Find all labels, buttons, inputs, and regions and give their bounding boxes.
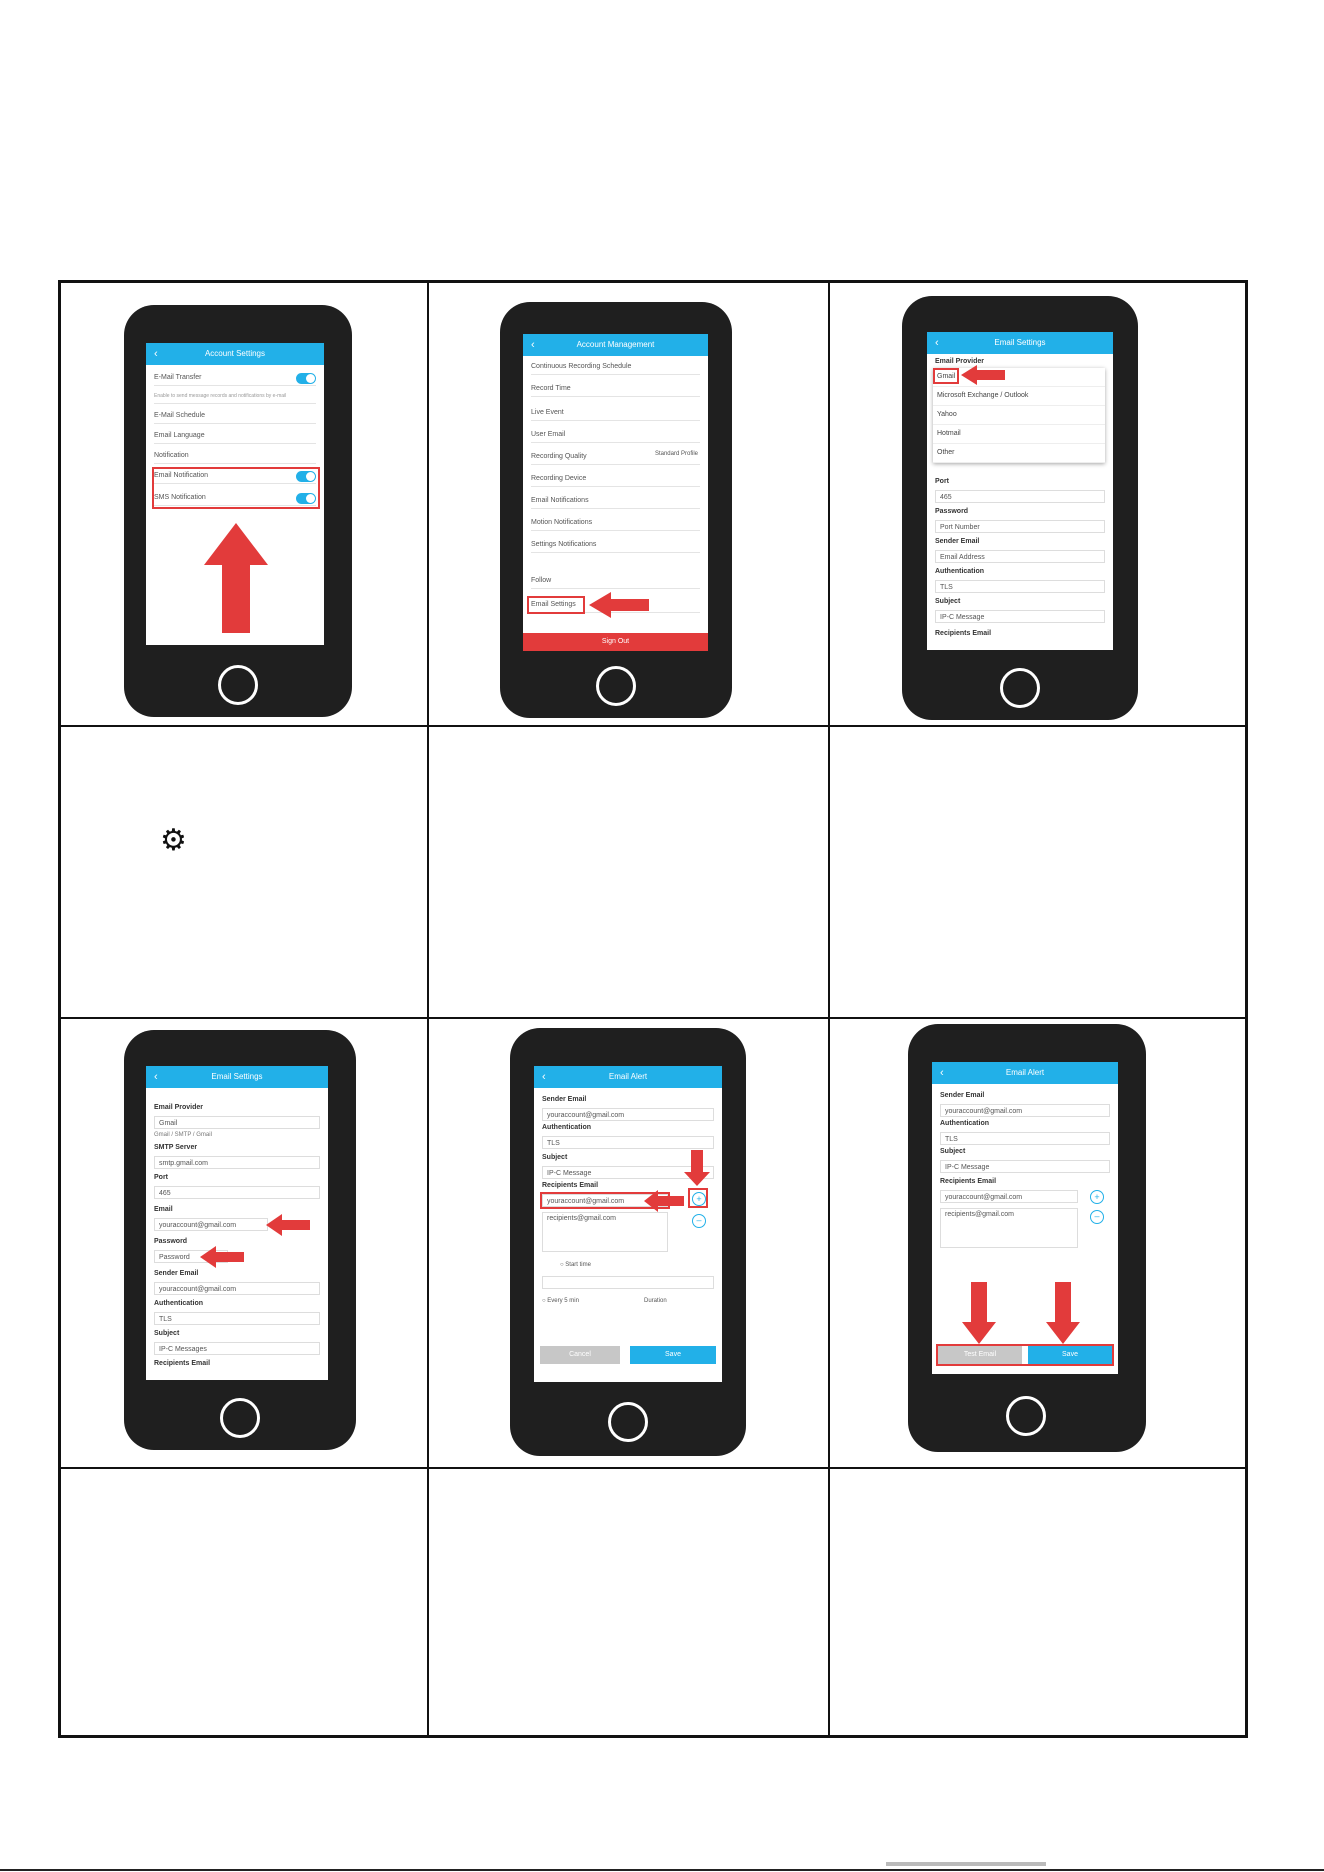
field-label: SMTP Server: [154, 1144, 198, 1151]
phone-screen: [932, 1062, 1118, 1374]
app-bar: [534, 1066, 722, 1088]
authentication-select[interactable]: TLS: [940, 1132, 1110, 1145]
port-field[interactable]: 465: [935, 490, 1105, 503]
subject-field[interactable]: IP-C Message: [935, 610, 1105, 623]
phone-mockup-5: [510, 1028, 746, 1456]
highlight-box: [688, 1188, 708, 1208]
field-label: Port: [935, 478, 949, 485]
back-icon[interactable]: ‹: [154, 1071, 158, 1083]
email-field[interactable]: youraccount@gmail.com: [154, 1218, 268, 1231]
screen-title: Email Alert: [1005, 1068, 1045, 1077]
sender-email-field[interactable]: youraccount@gmail.com: [542, 1108, 714, 1121]
screen-title: Email Settings: [994, 338, 1046, 347]
app-bar: [146, 1066, 328, 1088]
start-time-option[interactable]: ○ Start time: [560, 1262, 591, 1268]
recipients-list[interactable]: recipients@gmail.com: [542, 1212, 668, 1252]
app-bar: [146, 343, 324, 365]
toggle-switch[interactable]: [296, 373, 316, 384]
field-label: Subject: [542, 1154, 568, 1161]
field-label: Email Provider: [154, 1104, 204, 1111]
arrow-icon: [1046, 1282, 1080, 1344]
screen-title: Email Settings: [211, 1072, 263, 1081]
home-button-icon[interactable]: [608, 1402, 648, 1442]
field-label: Sender Email: [154, 1270, 199, 1277]
test-email-button[interactable]: Test Email: [938, 1346, 1022, 1364]
option-label: Every 5 min: [547, 1298, 579, 1304]
screen-title: Account Settings: [204, 349, 266, 358]
home-button-icon[interactable]: [218, 665, 258, 705]
arrow-icon: [961, 365, 1005, 385]
arrow-icon: [644, 1190, 684, 1212]
home-button-icon[interactable]: [1006, 1396, 1046, 1436]
add-recipient-icon[interactable]: +: [1090, 1190, 1104, 1204]
cancel-button[interactable]: Cancel: [540, 1346, 620, 1364]
settings-row[interactable]: Email Notification: [154, 469, 316, 484]
field-label: Password: [935, 508, 969, 515]
settings-row[interactable]: Email Settings: [531, 598, 700, 613]
field-label: Authentication: [940, 1120, 989, 1127]
settings-row[interactable]: E-Mail Schedule: [154, 409, 316, 424]
subject-field[interactable]: IP-C Message: [940, 1160, 1110, 1173]
save-button[interactable]: Save: [1028, 1346, 1112, 1364]
screen-title: Email Alert: [608, 1072, 648, 1081]
field-label: Authentication: [542, 1124, 591, 1131]
port-field[interactable]: 465: [154, 1186, 320, 1199]
scan-artifact: [886, 1862, 1046, 1866]
settings-row[interactable]: User Email: [531, 428, 700, 443]
phone-screen: [927, 332, 1113, 650]
settings-row[interactable]: Recording Device: [531, 472, 700, 487]
settings-row: Enable to send message records and notifications by e-mail: [154, 389, 316, 404]
settings-row[interactable]: Record Time: [531, 382, 700, 397]
settings-row[interactable]: SMS Notification: [154, 491, 316, 506]
authentication-select[interactable]: TLS: [154, 1312, 320, 1325]
field-label: Port: [154, 1174, 168, 1181]
field-label: Password: [154, 1238, 188, 1245]
interval-option[interactable]: ○ Every 5 min: [542, 1298, 579, 1304]
arrow-icon: [204, 523, 268, 633]
smtp-server-field[interactable]: smtp.gmail.com: [154, 1156, 320, 1169]
phone-mockup-2: [500, 302, 732, 718]
back-icon[interactable]: ‹: [542, 1071, 546, 1083]
field-label: Recipients Email: [154, 1360, 211, 1367]
phone-mockup-1: [124, 305, 352, 717]
grid-divider: [58, 1467, 1248, 1469]
settings-row[interactable]: Notification: [154, 449, 316, 464]
grid-divider: [58, 725, 1248, 727]
back-icon[interactable]: ‹: [531, 339, 535, 351]
field-label: Sender Email: [940, 1092, 985, 1099]
grid-divider: [427, 280, 429, 1735]
field-label: Subject: [940, 1148, 966, 1155]
subject-field[interactable]: IP-C Message: [542, 1166, 714, 1179]
recipient-email-field[interactable]: youraccount@gmail.com: [940, 1190, 1078, 1203]
field-label: Sender Email: [935, 538, 980, 545]
settings-row[interactable]: Settings Notifications: [531, 538, 700, 553]
phone-mockup-3: [902, 296, 1138, 720]
back-icon[interactable]: ‹: [940, 1067, 944, 1079]
back-icon[interactable]: ‹: [154, 348, 158, 360]
remove-recipient-icon[interactable]: –: [1090, 1210, 1104, 1224]
dropdown-option[interactable]: Gmail: [933, 368, 1105, 387]
provider-select[interactable]: Gmail: [154, 1116, 320, 1129]
settings-row[interactable]: Recording Quality: [531, 450, 700, 465]
sender-email-field[interactable]: Email Address: [935, 550, 1105, 563]
recipients-list[interactable]: recipients@gmail.com: [940, 1208, 1078, 1248]
settings-row[interactable]: Continuous Recording Schedule: [531, 360, 700, 375]
field-label: Email: [154, 1206, 173, 1213]
status-badge: Standard Profile: [654, 451, 698, 457]
duration-label: Duration: [644, 1298, 667, 1304]
settings-row[interactable]: Email Language: [154, 429, 316, 444]
app-bar: [932, 1062, 1118, 1084]
arrow-icon: [200, 1246, 244, 1268]
phone-screen: [523, 334, 708, 651]
grid-divider: [58, 1017, 1248, 1019]
authentication-select[interactable]: TLS: [935, 580, 1105, 593]
settings-row[interactable]: E-Mail Transfer: [154, 371, 316, 386]
highlight-box: [936, 1344, 1114, 1366]
dropdown-option[interactable]: Other: [933, 444, 1105, 463]
screen-title: Account Management: [576, 340, 655, 349]
app-bar: [927, 332, 1113, 354]
highlight-box: [527, 596, 585, 614]
arrow-icon: [266, 1214, 310, 1236]
app-bar: [523, 334, 708, 356]
dropdown-option[interactable]: Hotmail: [933, 425, 1105, 444]
home-button-icon[interactable]: [596, 666, 636, 706]
phone-mockup-4: [124, 1030, 356, 1450]
settings-row[interactable]: Follow: [531, 574, 700, 589]
field-label: Recipients Email: [935, 630, 992, 637]
provider-hint: Gmail / SMTP / Gmail: [154, 1132, 212, 1138]
password-field[interactable]: Port Number: [935, 520, 1105, 533]
highlight-box: [152, 467, 320, 509]
home-button-icon[interactable]: [1000, 668, 1040, 708]
subject-field[interactable]: IP-C Messages: [154, 1342, 320, 1355]
option-label: Start time: [565, 1262, 591, 1268]
sender-email-field[interactable]: youraccount@gmail.com: [940, 1104, 1110, 1117]
phone-screen: [146, 343, 324, 645]
remove-recipient-icon[interactable]: –: [692, 1214, 706, 1228]
field-label: Recipients Email: [940, 1178, 997, 1185]
recipient-email-field[interactable]: youraccount@gmail.com: [542, 1194, 668, 1207]
field-label: Authentication: [935, 568, 984, 575]
home-button-icon[interactable]: [220, 1398, 260, 1438]
sign-out-button[interactable]: Sign Out: [523, 633, 708, 651]
password-field[interactable]: Password: [154, 1250, 228, 1263]
arrow-icon: [589, 592, 649, 618]
highlight-box: [933, 368, 959, 384]
dropdown-option[interactable]: Microsoft Exchange / Outlook: [933, 387, 1105, 406]
sender-email-field[interactable]: youraccount@gmail.com: [154, 1282, 320, 1295]
grid-divider: [828, 280, 830, 1738]
authentication-select[interactable]: TLS: [542, 1136, 714, 1149]
phone-mockup-6: [908, 1024, 1146, 1452]
save-button[interactable]: Save: [630, 1346, 716, 1364]
field-label: Email Provider: [935, 358, 985, 365]
field-label: Authentication: [154, 1300, 203, 1307]
gear-icon: ⚙: [160, 824, 187, 857]
field-label: Sender Email: [542, 1096, 587, 1103]
settings-row[interactable]: Motion Notifications: [531, 516, 700, 531]
field-label: Subject: [935, 598, 961, 605]
field-label: Recipients Email: [542, 1182, 599, 1189]
arrow-icon: [962, 1282, 996, 1344]
phone-screen: [534, 1066, 722, 1382]
settings-row[interactable]: Email Notifications: [531, 494, 700, 509]
page-bottom-rule: [0, 1869, 1324, 1871]
back-icon[interactable]: ‹: [935, 337, 939, 349]
settings-row[interactable]: Live Event: [531, 406, 700, 421]
add-recipient-icon[interactable]: +: [692, 1192, 706, 1206]
field-label: Subject: [154, 1330, 180, 1337]
arrow-icon: [684, 1150, 710, 1186]
phone-screen: [146, 1066, 328, 1380]
time-field[interactable]: [542, 1276, 714, 1289]
dropdown-option[interactable]: Yahoo: [933, 406, 1105, 425]
